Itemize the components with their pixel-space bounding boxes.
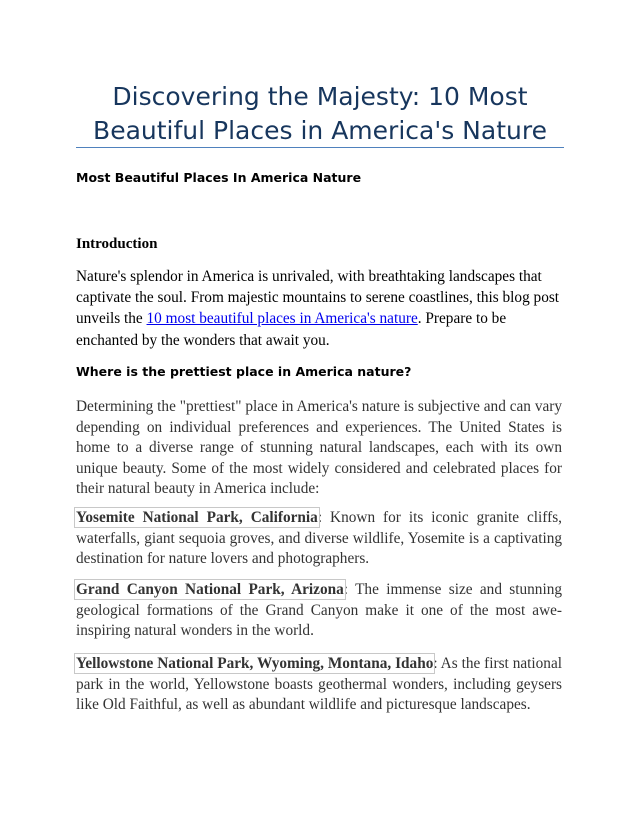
intro-text-before-link: Nature's splendor in America is unrivaled, with breathtaking landscapes that captivate the soul. From majestic mountains to serene coastlines, this blog post unveils the — [76, 268, 560, 328]
place-name: Yellowstone National Park, Wyoming, Montana, Idaho — [76, 655, 434, 672]
page-title: Discovering the Majesty: 10 Most Beautiful Places in America's Nature — [93, 82, 547, 145]
subtitle: Most Beautiful Places In America Nature — [76, 170, 362, 185]
intro-heading: Introduction — [76, 236, 158, 252]
place-description: : As the first national park in the world, Yellowstone boasts geothermal wonders, including geysers like Old Faithful, as well as abundant wildlife and picturesque landscapes. — [76, 655, 562, 713]
place-item-yellowstone — [76, 654, 562, 716]
place-item-grand-canyon — [76, 580, 562, 642]
intro-text-after-link: . Prepare to be enchanted by the wonders that await you. — [76, 310, 507, 349]
title-divider — [76, 147, 564, 148]
place-name: Yosemite National Park, California — [76, 509, 318, 526]
question-paragraph: Determining the "prettiest" place in America's nature is subjective and can vary depending on individual preferences and experiences. The United States is home to a diverse range of stunning natural landscapes, each with its own unique beauty. Some of the most widely considered and celebrated places for their natural beauty in America include: — [76, 398, 562, 497]
intro-paragraph — [76, 266, 562, 351]
place-name: Grand Canyon National Park, Arizona — [76, 581, 344, 598]
question-heading: Where is the prettiest place in America nature? — [76, 364, 412, 379]
place-item-yosemite — [76, 508, 562, 570]
place-description: : The immense size and stunning geological formations of the Grand Canyon make it one of the most awe-inspiring natural wonders in the world. — [76, 581, 563, 639]
beautiful-places-link[interactable]: 10 most beautiful places in America's nature — [146, 310, 418, 328]
place-description: : Known for its iconic granite cliffs, waterfalls, giant sequoia groves, and diverse wildlife, Yosemite is a captivating destination for nature lovers and photographers. — [76, 509, 562, 567]
